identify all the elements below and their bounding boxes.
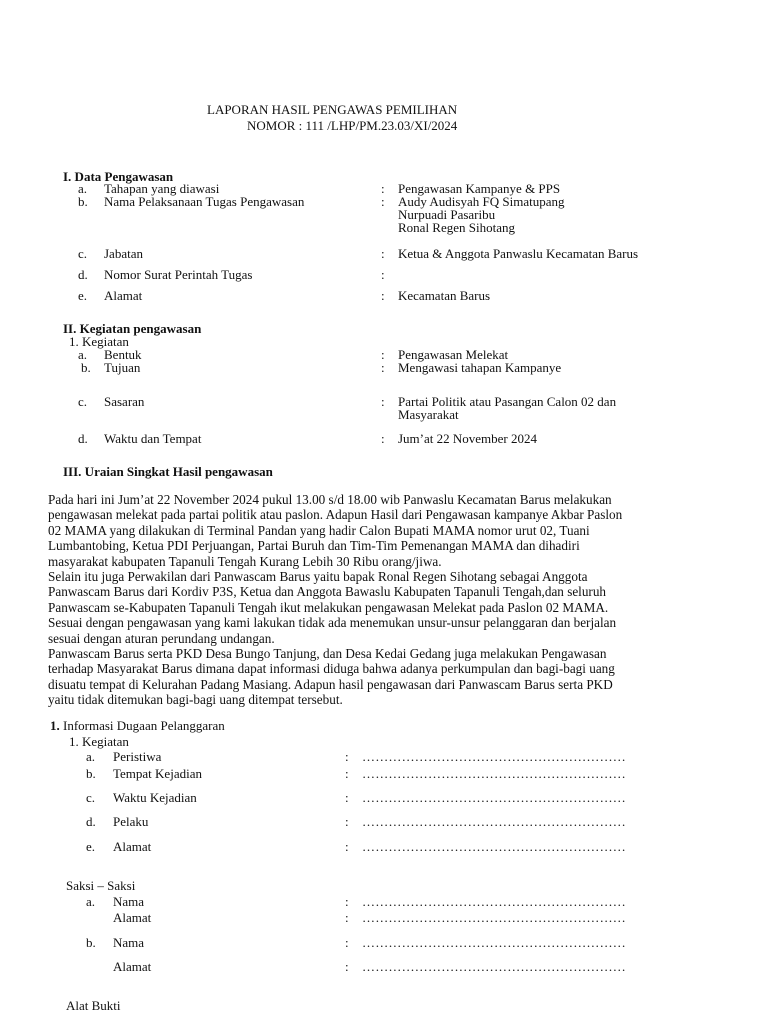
w-row-a-colon: :: [345, 894, 349, 909]
s2-row-d-value: Jum’at 22 November 2024: [398, 431, 538, 446]
section-1-heading: I. Data Pengawasan: [63, 169, 174, 184]
s1-row-b-label: Nama Pelaksanaan Tugas Pengawasan: [104, 194, 305, 209]
s2-row-b-value: Mengawasi tahapan Kampanye: [398, 360, 562, 375]
v-row-c-colon: :: [345, 790, 349, 805]
s2-row-c-value-2: Masyarakat: [398, 407, 459, 422]
s2-row-a-value: Pengawasan Melekat: [398, 347, 509, 362]
w-row-a-label: Nama: [113, 894, 145, 909]
summary-line: yaitu tidak ditemukan bagi-bagi uang ditempat tersebut.: [48, 692, 343, 708]
summary-line: Panwascam Barus dari Kordiv P3S, Ketua dan Anggota Bawaslu Kabupaten Tapanuli Tengah,dan seluruh: [48, 584, 607, 600]
s2-row-b-label: Tujuan: [104, 360, 141, 375]
w-row-a-blank: ……………………………………………………: [362, 894, 626, 909]
s1-row-e-key: e.: [78, 288, 88, 303]
summary-line: sesuai dengan aturan perundang undangan.: [48, 630, 275, 646]
summary-line: Panwascam Barus serta PKD Desa Bungo Tanjung, dan Desa Kedai Gedang juga melakukan Pengawasan: [48, 646, 607, 661]
s2-row-c-label: Sasaran: [104, 394, 145, 409]
s1-row-e-label: Alamat: [104, 288, 143, 303]
v-row-e-colon: :: [345, 839, 349, 854]
v-row-a-label: Peristiwa: [113, 749, 162, 764]
summary-line: disuatu tempat di Kelurahan Padang Masiang. Adapun hasil pengawasan dari Panwascam Barus serta PKD: [48, 676, 613, 692]
v-row-b-label: Tempat Kejadian: [113, 766, 202, 781]
s1-row-a-label: Tahapan yang diawasi: [104, 181, 220, 196]
s2-row-a-colon: :: [381, 347, 385, 362]
w-row-b-key: b.: [86, 935, 96, 950]
v-row-a-colon: :: [345, 749, 349, 764]
w-row-b-label: Nama: [113, 935, 145, 950]
summary-line: pengawasan melekat pada partai politik atau paslon. Adapun Hasil dari Pengawasan kampanye Akbar Paslon: [48, 507, 623, 523]
v-row-c-label: Waktu Kejadian: [113, 790, 197, 805]
s1-row-c-label: Jabatan: [104, 246, 143, 261]
s1-row-c-key: c.: [78, 246, 88, 261]
s1-row-b-colon: :: [381, 194, 385, 209]
s1-row-a-value: Pengawasan Kampanye & PPS: [398, 181, 561, 196]
v-row-c-blank: ……………………………………………………: [362, 790, 626, 805]
section-3-heading: III. Uraian Singkat Hasil pengawasan: [63, 464, 273, 479]
s1-row-d-colon: :: [381, 267, 385, 282]
v-row-a-key: a.: [86, 749, 96, 764]
s2-row-c-value-1: Partai Politik atau Pasangan Calon 02 dan: [398, 394, 617, 409]
report-number: NOMOR : 111 /LHP/PM.23.03/XI/2024: [247, 118, 458, 133]
witness-heading: Saksi – Saksi: [66, 878, 136, 893]
violation-info-title: Informasi Dugaan Pelanggaran: [59, 718, 225, 733]
s2-row-a-label: Bentuk: [104, 347, 142, 362]
s1-row-b-key: b.: [78, 194, 88, 209]
s2-row-d-colon: :: [381, 431, 385, 446]
v-row-d-blank: ……………………………………………………: [362, 814, 626, 829]
summary-line: Lumbantobing, Ketua PDI Perjuangan, Partai Buruh dan Tim-Tim Pemenangan MAMA dan dihadiri: [48, 538, 580, 554]
w-row-a-address-blank: ……………………………………………………: [362, 910, 626, 925]
summary-line: Panwascam se-Kabupaten Tapanuli Tengah ikut melakukan pengawasan Melekat pada Paslon 02 MAMA.: [48, 599, 609, 615]
v-row-e-blank: ……………………………………………………: [362, 839, 626, 854]
w-row-b-address-blank: ……………………………………………………: [362, 959, 626, 974]
summary-line: Sesuai dengan pengawasan yang kami lakukan tidak ada menemukan unsur-unsur pelanggaran dan berjalan: [48, 615, 617, 631]
w-row-b-address-label: Alamat: [113, 959, 152, 974]
w-row-a-address-colon: :: [345, 910, 349, 925]
w-row-b-address-colon: :: [345, 959, 349, 974]
s1-row-e-colon: :: [381, 288, 385, 303]
report-title: LAPORAN HASIL PENGAWAS PEMILIHAN: [207, 102, 458, 117]
s1-row-c-colon: :: [381, 246, 385, 261]
summary-line: terhadap Masyarakat Barus dimana dapat informasi diduga bahwa adanya perkumpulan dan bagi-bagi uang: [48, 661, 615, 677]
section-2-subheading: 1. Kegiatan: [69, 334, 129, 349]
s1-row-a-key: a.: [78, 181, 88, 196]
v-row-d-key: d.: [86, 814, 96, 829]
v-row-c-key: c.: [86, 790, 96, 805]
violation-info-number: 1.: [50, 718, 60, 733]
s2-row-d-label: Waktu dan Tempat: [104, 431, 202, 446]
w-row-b-colon: :: [345, 935, 349, 950]
summary-paragraph-1: [48, 492, 720, 646]
s1-row-c-value: Ketua & Anggota Panwaslu Kecamatan Barus: [398, 246, 639, 261]
w-row-b-blank: ……………………………………………………: [362, 935, 626, 950]
v-row-e-key: e.: [86, 839, 96, 854]
s2-row-b-key: b.: [81, 360, 91, 375]
v-row-b-key: b.: [86, 766, 96, 781]
s2-row-a-key: a.: [78, 347, 88, 362]
s2-row-b-colon: :: [381, 360, 385, 375]
s1-row-d-key: d.: [78, 267, 88, 282]
s2-row-d-key: d.: [78, 431, 88, 446]
v-row-b-blank: ……………………………………………………: [362, 766, 626, 781]
s1-row-b-value-2: Nurpuadi Pasaribu: [398, 207, 496, 222]
v-row-d-label: Pelaku: [113, 814, 149, 829]
summary-line: masyarakat kabupaten Tapanuli Tengah Kurang Lebih 30 Ribu orang/jiwa.: [48, 553, 442, 569]
s1-row-d-label: Nomor Surat Perintah Tugas: [104, 267, 253, 282]
s1-row-b-value-1: Audy Audisyah FQ Simatupang: [398, 194, 565, 209]
summary-line: 02 MAMA yang dilakukan di Terminal Pandan yang hadir Calon Bupati MAMA nomor urut 02, Tuani: [48, 522, 590, 538]
summary-paragraph-2: [48, 646, 720, 708]
s1-row-e-value: Kecamatan Barus: [398, 288, 491, 303]
violation-info-heading: [50, 719, 225, 733]
s2-row-c-key: c.: [78, 394, 88, 409]
summary-line: Pada hari ini Jum’at 22 November 2024 pukul 13.00 s/d 18.00 wib Panwaslu Kecamatan Barus melakukan: [48, 492, 612, 507]
summary-line: Selain itu juga Perwakilan dari Panwascam Barus yaitu bapak Ronal Regen Sihotang sebagai Anggota: [48, 569, 588, 585]
w-row-a-address-label: Alamat: [113, 910, 152, 925]
evidence-heading: Alat Bukti: [66, 998, 121, 1013]
v-row-a-blank: ……………………………………………………: [362, 749, 626, 764]
s2-row-c-colon: :: [381, 394, 385, 409]
violation-subheading: 1. Kegiatan: [69, 734, 129, 749]
v-row-b-colon: :: [345, 766, 349, 781]
section-2-heading: II. Kegiatan pengawasan: [63, 321, 202, 336]
v-row-d-colon: :: [345, 814, 349, 829]
s1-row-a-colon: :: [381, 181, 385, 196]
v-row-e-label: Alamat: [113, 839, 152, 854]
w-row-a-key: a.: [86, 894, 96, 909]
s1-row-b-value-3: Ronal Regen Sihotang: [398, 220, 515, 235]
